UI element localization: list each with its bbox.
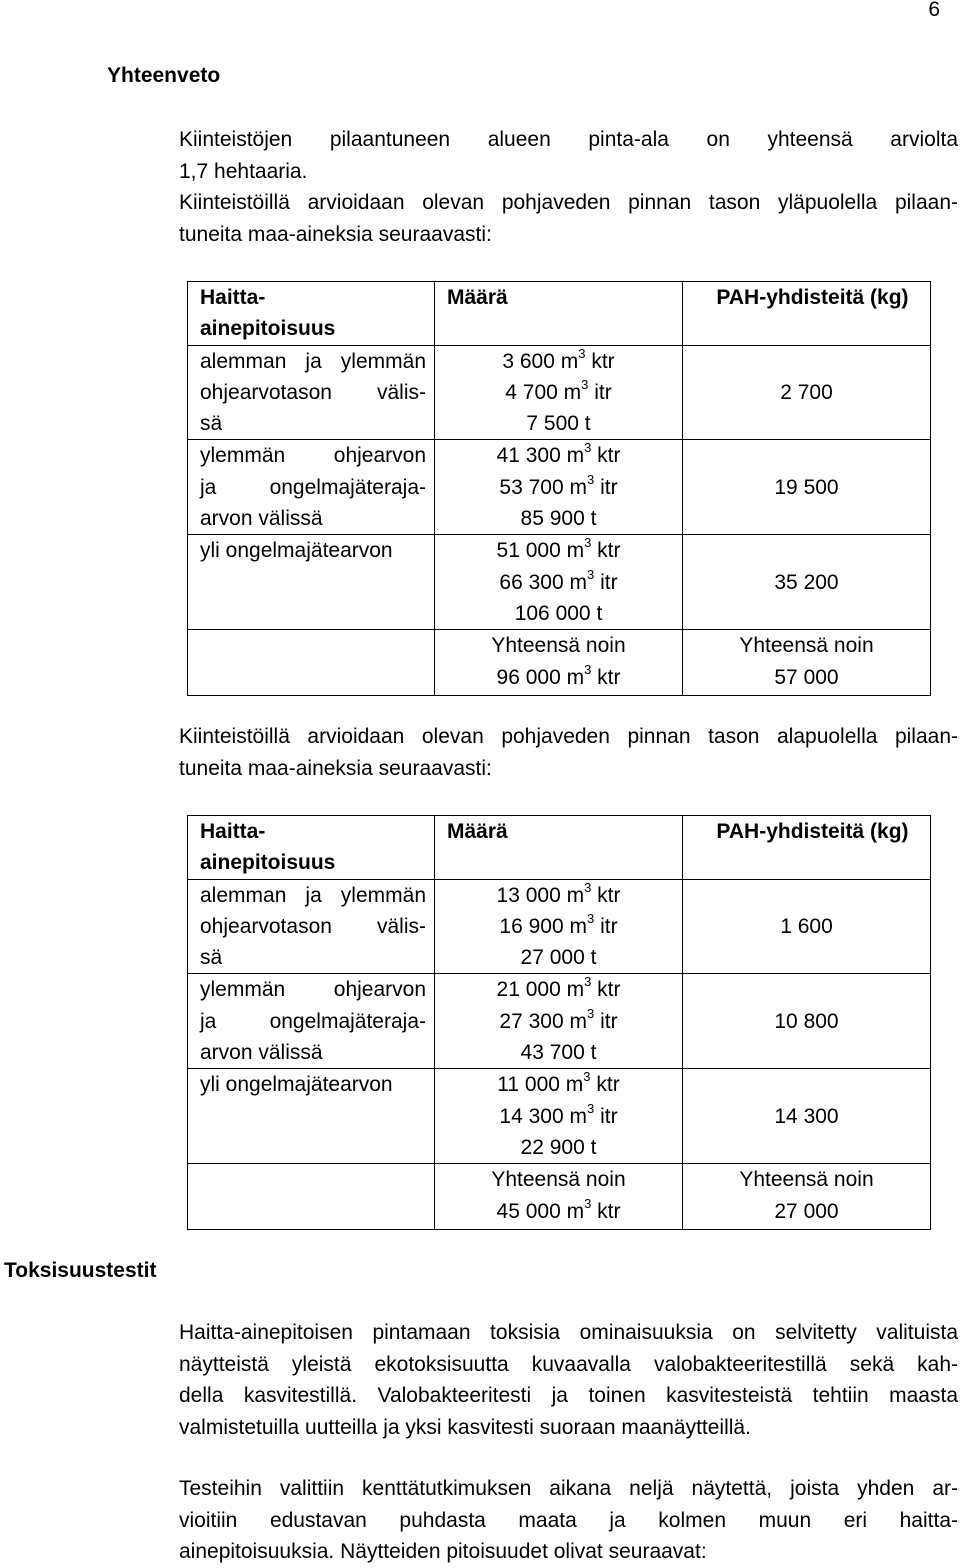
toxicity-paragraph-2 xyxy=(179,1473,958,1568)
text-line: Kiinteistöillä arvioidaan olevan pohjaveden pinnan tason alapuolella pilaan- xyxy=(179,725,958,748)
header-amount: Määrä xyxy=(435,816,683,880)
total-pah-cell: Yhteensä noin 57 000 xyxy=(683,630,931,696)
empty-cell xyxy=(188,1164,435,1230)
pah-cell: 19 500 xyxy=(683,440,931,535)
header-contaminant-concentration: Haitta- ainepitoisuus xyxy=(188,282,435,346)
table-row xyxy=(188,974,931,1069)
amount-cell: 51 000 $m^3$ ktr 66 300 $m^3$ itr 106 000 t xyxy=(435,535,683,630)
contamination-table-below-groundwater xyxy=(187,815,931,1230)
total-pah-cell: Yhteensä noin 27 000 xyxy=(683,1164,931,1230)
text-line: tuneita maa-aineksia seuraavasti: xyxy=(179,756,492,780)
amount-cell: 41 300 $m^3$ ktr 53 700 $m^3$ itr 85 900 t xyxy=(435,440,683,535)
text-line: della kasvitestillä. Valobakteeritesti ja toinen kasvitesteistä tehtiin maasta xyxy=(179,1384,958,1407)
category-cell: alemman ja ylemmän ohjearvotason välis- sä xyxy=(188,345,435,440)
category-cell: yli ongelmajätearvon xyxy=(188,1069,435,1164)
header-amount: Määrä xyxy=(435,282,683,346)
section-heading-summary: Yhteenveto xyxy=(107,64,221,87)
table-row xyxy=(188,1069,931,1164)
category-cell: alemman ja ylemmän ohjearvotason välis- sä xyxy=(188,879,435,974)
header-contaminant-concentration: Haitta- ainepitoisuus xyxy=(188,816,435,880)
amount-cell: 3 600 $m^3$ ktr 4 700 $m^3$ itr 7 500 t xyxy=(435,345,683,440)
text-line: ainepitoisuuksia. Näytteiden pitoisuudet olivat seuraavat: xyxy=(179,1540,707,1563)
amount-cell: 21 000 $m^3$ ktr 27 300 $m^3$ itr 43 700 t xyxy=(435,974,683,1069)
total-amount-cell: Yhteensä noin 96 000 $m^3$ ktr xyxy=(435,630,683,696)
table-row xyxy=(188,535,931,630)
section-heading-toxicity-tests: Toksisuustestit xyxy=(4,1259,157,1282)
contamination-table-above-groundwater xyxy=(187,281,931,696)
text-line: tuneita maa-aineksia seuraavasti: xyxy=(179,222,492,246)
text-line: 1,7 hehtaaria. xyxy=(179,159,308,183)
amount-cell: 11 000 $m^3$ ktr 14 300 $m^3$ itr 22 900 t xyxy=(435,1069,683,1164)
category-cell: yli ongelmajätearvon xyxy=(188,535,435,630)
table-header-row xyxy=(188,816,931,880)
text-line: Kiinteistöjen pilaantuneen alueen pinta-ala on yhteensä arviolta xyxy=(179,128,958,151)
pah-cell: 2 700 xyxy=(683,345,931,440)
text-line: näytteistä yleistä ekotoksisuutta kuvaavalla valobakteeritestillä sekä kah- xyxy=(179,1352,958,1376)
header-pah: PAH-yhdisteitä (kg) xyxy=(683,816,931,880)
text-line: vioitiin edustavan puhdasta maata ja kolmen muun eri haitta- xyxy=(179,1508,958,1532)
table-total-row xyxy=(188,1164,931,1230)
page-number: 6 xyxy=(928,0,940,21)
table-total-row xyxy=(188,630,931,696)
category-cell: ylemmän ohjearvon ja ongelmajäteraja- arvon välissä xyxy=(188,440,435,535)
pah-cell: 14 300 xyxy=(683,1069,931,1164)
toxicity-paragraph-1 xyxy=(179,1317,958,1443)
pah-cell: 1 600 xyxy=(683,879,931,974)
table-row xyxy=(188,345,931,440)
summary-paragraph-area xyxy=(179,124,958,187)
header-pah: PAH-yhdisteitä (kg) xyxy=(683,282,931,346)
text-line: Testeihin valittiin kenttätutkimuksen aikana neljä näytettä, joista yhden ar- xyxy=(179,1477,958,1500)
text-line: valmistetuilla uutteilla ja yksi kasvitesti suoraan maanäytteillä. xyxy=(179,1415,751,1439)
text-line: Kiinteistöillä arvioidaan olevan pohjaveden pinnan tason yläpuolella pilaan- xyxy=(179,191,958,214)
intro-paragraph-below-groundwater xyxy=(179,721,958,784)
pah-cell: 35 200 xyxy=(683,535,931,630)
table-row xyxy=(188,440,931,535)
empty-cell xyxy=(188,630,435,696)
text-line: Haitta-ainepitoisen pintamaan toksisia ominaisuuksia on selvitetty valituista xyxy=(179,1321,958,1344)
category-cell: ylemmän ohjearvon ja ongelmajäteraja- arvon välissä xyxy=(188,974,435,1069)
table-header-row xyxy=(188,282,931,346)
amount-cell: 13 000 $m^3$ ktr 16 900 $m^3$ itr 27 000 t xyxy=(435,879,683,974)
table-row xyxy=(188,879,931,974)
pah-cell: 10 800 xyxy=(683,974,931,1069)
intro-paragraph-above-groundwater xyxy=(179,187,958,250)
total-amount-cell: Yhteensä noin 45 000 $m^3$ ktr xyxy=(435,1164,683,1230)
